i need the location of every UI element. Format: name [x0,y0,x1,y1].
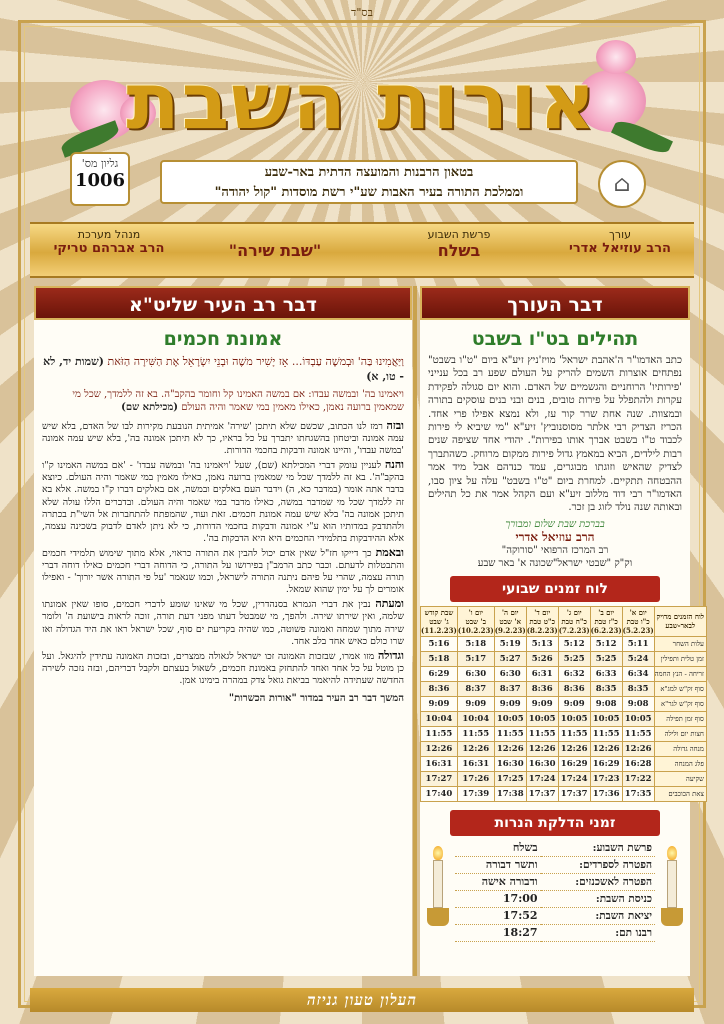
masthead-title: אורות השבת [126,57,598,147]
times-cell: 16:31 [457,756,494,771]
issue-number: 1006 [74,170,126,191]
shabbat-times-label: הפטרה לספרדים: [579,858,652,871]
credit-shabbat-name [200,228,350,260]
times-row [421,786,707,801]
shabbat-times-value: ותשר דבורה [485,858,538,872]
times-cell: 10:05 [622,711,654,726]
times-cell: 11:55 [558,726,590,741]
times-cell: 5:27 [494,651,526,666]
editor-title: תהילים בט"ו בשבט [471,328,639,350]
credit-name: הרב אברהם טריקי [53,241,165,256]
times-cell: 11:55 [526,726,558,741]
times-cell: 5:11 [622,636,654,651]
times-cell: 17:25 [494,771,526,786]
times-cell: 12:26 [421,741,458,756]
credit-role [200,228,350,241]
times-cell: 9:08 [590,696,622,711]
times-cell: 17:36 [590,786,622,801]
times-cell: 5:18 [421,651,458,666]
times-row-label: סוף זק"ש למג"א [654,681,706,696]
signature-blessing: בברכת שבת שלום ומבורך [505,518,605,530]
times-cell: 11:55 [421,726,458,741]
times-cell: 16:29 [590,756,622,771]
editor-signature [420,518,690,570]
times-cell: 17:37 [526,786,558,801]
times-row-label: סוף זק"ש לגר"א [654,696,706,711]
column-divider [413,286,417,976]
times-cell: 10:04 [457,711,494,726]
times-cell: 10:04 [421,711,458,726]
times-cell: 12:26 [494,741,526,756]
shabbat-times-row [455,856,655,873]
shabbat-times-label: הפטרה לאשכנזים: [575,875,652,888]
editor-column [420,286,705,976]
weekly-times-title: לוח זמנים שבועי [450,576,660,602]
times-cell: 5:18 [457,636,494,651]
times-cell: 17:22 [622,771,654,786]
times-cell: 17:38 [494,786,526,801]
credit-editor [560,228,680,256]
times-cell: 6:31 [526,666,558,681]
times-cell: 16:28 [622,756,654,771]
times-cell: 8:35 [590,681,622,696]
times-cell: 10:05 [494,711,526,726]
rav-paragraph: ובאמת כך דייקו חז"ל שאין אדם יכול להבין את התורה כראוי, אלא מתוך שימוש תלמידי חכמים והתבטלות לדעתם. וכבר כתב הרמב"ן בפירושו על התורה, כי הדוחה דברי חכמים כאילו דוחה דברי תורה עצמה, שהרי על פיהם ניתנה התורה לישראל, וכמו שנאמר 'על פי התורה אשר יורוך' - ואפילו אומרים לך על ימין שהוא שמאל. [42,545,404,596]
times-cell: 8:35 [622,681,654,696]
times-cell: 9:09 [457,696,494,711]
times-row-label: חצות יום ולילה [654,726,706,741]
rav-paragraph: ובזה רמז לנו הכתוב, שכשם שלא תיתכן 'שירה' אמיתית הנובעת מקירות לבו של האדם, בלא שיש עמה אמונה וביטחון בהשגחתו יתברך על כל בראיו, כך לא תיתכן אמונה בה', בלא שיש עמה אמונה 'במשה עבדו', והיינו אמונה ודבקות בחכמי הדורות. [42,419,404,457]
signature-line-3: וק"ק "שבטי ישראל"שכונה א' באר שבע [477,557,633,569]
times-cell: 8:36 [526,681,558,696]
times-cell: 16:31 [421,756,458,771]
times-cell: 11:55 [457,726,494,741]
times-row [421,666,707,681]
times-cell: 5:19 [494,636,526,651]
times-cell: 12:26 [457,741,494,756]
times-cell: 9:08 [622,696,654,711]
times-row-label: פלג המנחה [654,756,706,771]
shabbat-times-row [455,890,655,907]
times-cell: 5:12 [558,636,590,651]
times-cell: 10:05 [590,711,622,726]
credit-name: בשלח [437,241,481,260]
times-cell: 5:17 [457,651,494,666]
times-cell: 16:29 [558,756,590,771]
times-cell: 10:05 [558,711,590,726]
times-day-header: יום ד' כ"ט טבת (8.2.23) [526,607,558,635]
quote-source: (מכילתא שם) [121,402,179,413]
credit-name: "שבת שירה" [228,241,322,260]
editor-text: כתב האדמו"ר ה'אהבת ישראל' מויז'ניץ זיע"א ביום "ט"ו בשבט" נפתחים אוצרות השמים להריק על העולם שפע רב בכל ענייני 'פירותיו' הרוחניים והגשמיים של האדם. והוא יום סגולה לפקידת עקרות ולהתפלל על פירות טובים, בנים ובני בנים עוסקים בתורה ובמצוות. שנה אחת שרר קור עז, ולא נמצא אפילו פרי אחד. הכריז הצדיק רבי אלתר מסוסנוביץ' זיע"א "מי שיביא לי פירות לכבוד ט"ו בשבט אברך אותו בפירות". יהודי אחד שציפה שנים רבות לילדים, הביא במאמץ גדול פירות ממקום מרוחק. כשהתברך לצדיק שהאיש וזוגתו מבוגרים, עמד כנדהם אבל מיד אמר ההבטחה תתקיים. למחרת ביום "ט"ו בשבט" עלה על ציון סבו, האדמו"ר רבי דוד מללוב זיע"א ועם הקהל אמר את כל תהילים ובאותה שנה נולד לזוג בן זכר. [428,355,682,514]
times-cell: 5:24 [622,651,654,666]
times-row-label: צאת הכוכבים [654,786,706,801]
times-cell: 6:30 [494,666,526,681]
rav-continue-note: המשך דבר רב העיר במדור "אורות הכשרות" [228,692,404,704]
verse-text: וַיַּאֲמִינוּ בַּה' וּבְמשֶׁה עַבְדּוֹ... אָז יָשִׁיר משֶׁה וּבְנֵי יִשְׂרָאֵל אֶת הַשִּׁירָה הַזֹּאת [107,355,404,368]
times-row-label: שקיעה [654,771,706,786]
candle-icon [431,846,445,932]
rav-header: דבר רב העיר שליט"א [34,286,412,320]
credit-role: פרשת השבוע [427,228,491,241]
times-day-header: יום ו' ב' שבט (10.2.23) [457,607,494,635]
rav-quote [34,384,412,418]
times-cell: 17:37 [558,786,590,801]
shabbat-times-value: בשלח [512,841,538,855]
times-cell: 6:30 [457,666,494,681]
times-cell: 6:29 [421,666,458,681]
times-cell: 12:26 [526,741,558,756]
times-cell: 12:26 [622,741,654,756]
times-cell: 17:40 [421,786,458,801]
times-cell: 5:25 [590,651,622,666]
shabbat-times-value: 17:00 [502,892,538,906]
shabbat-times-value: 18:27 [502,926,538,940]
top-tag: בס"ד [351,6,373,19]
times-row-label: עלות השחר [654,636,706,651]
shabbat-times-row [455,873,655,890]
times-cell: 5:25 [558,651,590,666]
verse-source: (שמות יד, לא - טו, א) [43,355,404,383]
shabbat-times-label: רבנו תם: [615,926,652,939]
times-cell: 6:32 [558,666,590,681]
times-cell: 10:05 [526,711,558,726]
shabbat-times-label: פרשת השבוע: [592,841,652,854]
times-day-header: יום א' כ"ו טבת (5.2.23) [622,607,654,635]
times-cell: 5:26 [526,651,558,666]
times-row-label: זריחה - הנץ החמה [654,666,706,681]
shabbat-times-row [455,840,655,857]
credit-role: מנהל מערכת [77,228,141,241]
footer-banner: העלון טעון גניזה [30,988,694,1012]
times-day-header: יום ב' כ"ז טבת (6.2.23) [590,607,622,635]
times-cell: 16:30 [526,756,558,771]
times-row [421,756,707,771]
times-cell: 16:30 [494,756,526,771]
subtitle-line-2: וממלכת התורה בעיר האבות שע"י רשת מוסדות "קול יהודה" [214,185,524,200]
credit-role: עורך [609,228,631,241]
times-cell: 8:37 [457,681,494,696]
quote-text: ויאמינו בה' ובמשה עבדו: אם במשה האמינו קל וחומר בהקב"ה. בא זה ללמדך, שכל מי שמאמין ברועה נאמן, כאילו מאמין במי שאמר והיה העולם [72,389,404,413]
subtitle-line-1: בטאון הרבנות והמועצה הדתית באר-שבע [264,165,474,180]
times-day-header: שבת קודש ג' שבט (11.2.23) [421,607,457,635]
times-row [421,651,707,666]
shabbat-times-value: 17:52 [502,909,538,923]
times-cell: 6:33 [590,666,622,681]
shabbat-times-label: יציאת השבת: [595,909,652,922]
credit-parasha [384,228,534,260]
times-cell: 9:09 [526,696,558,711]
shabbat-times-row [455,907,655,924]
rav-paragraph: ומעתה נבין את דברי הגמרא בסנהדרין, שכל מי שאינו שומע לדברי חכמים, סופו שאין אמונתו שלמה, ואין שירתו שירה. ולהפך, מי שמבטל דעתו מפני דעת תורה, זוכה לראות בישועת ה' ולומר שירה מתוך שמחה ואמונה פשוטה, כמו שהיה בקריעת ים סוף, שכל ישראל ראו את היד הגדולה ואז שרו כולם כאיש אחד בלב אחד. [42,597,404,647]
credit-manager [44,228,174,256]
times-cell: 5:16 [421,636,458,651]
candle-icon [665,846,679,932]
rav-column [34,286,412,976]
times-cell: 17:23 [590,771,622,786]
signature-name: הרב עוזיאל אדרי [515,529,595,544]
times-corner: לוח הזמנים מדויק לבאר-שבע [654,606,706,636]
times-cell: 11:55 [494,726,526,741]
times-row [421,696,707,711]
times-cell: 17:24 [558,771,590,786]
shabbat-times-row [455,924,655,941]
times-cell: 17:35 [622,786,654,801]
times-row [421,681,707,696]
times-cell: 5:13 [526,636,558,651]
times-cell: 17:24 [526,771,558,786]
weekly-times-table [420,606,707,802]
times-cell: 17:39 [457,786,494,801]
times-row [421,711,707,726]
shabbat-times-label: כניסת השבת: [595,892,652,905]
rav-body [34,418,412,691]
times-cell: 6:34 [622,666,654,681]
times-cell: 12:26 [590,741,622,756]
times-row [421,726,707,741]
times-cell: 12:26 [558,741,590,756]
subtitle-box [160,160,578,204]
candle-box [427,840,683,950]
times-row [421,636,707,651]
times-cell: 9:09 [558,696,590,711]
times-row-label: זמן טלית ותפילין [654,651,706,666]
times-cell: 11:55 [622,726,654,741]
credit-name: הרב עוזיאל אדרי [569,241,671,256]
signature-line-2: רב המרכז הרפואי "סורוקה" [501,544,609,556]
times-cell: 8:36 [421,681,458,696]
times-cell: 11:55 [590,726,622,741]
times-row [421,771,707,786]
times-cell: 8:36 [558,681,590,696]
times-row-label: מנחה גדולה [654,741,706,756]
times-day-header: יום ג' כ"ח טבת (7.2.23) [558,607,590,635]
editor-header: דבר העורך [420,286,690,320]
times-cell: 17:26 [457,771,494,786]
times-row [421,741,707,756]
times-day-header: יום ה' א' שבט (9.2.23) [494,607,526,635]
times-row-label: סוף זמן תפילה [654,711,706,726]
times-cell: 17:27 [421,771,458,786]
candle-times-title: זמני הדלקת הנרות [450,810,660,836]
times-cell: 9:09 [494,696,526,711]
rav-title: אמונת חכמים [163,328,283,350]
rav-paragraph: והנה לעניין עומק דברי המכילתא (שם), שעל 'ויאמינו בה' ובמשה עבדו' - 'אם במשה האמינו ק"ו בהקב"ה'. בא זה ללמדך שכל מי שמאמין ברועה נאמן, כאילו מאמין במי שאמר והיה העולם. כיוצא בדבר אתה אומר (במדבר כא, ה) וידבר העם באלקים ובמשה, אם באלקים דברו ק"ו במשה. אלא בא זה ללמדך שכל מי שמדבר במשה, כאילו מדבר במי שאמר והיה העולם. ובדברים הללו עולה שלא תיתכן אמונה בה' בלא שיש עמה אמונת חכמים. זאת ועוד, שהמפתח להתחברות אל השי"ת בכתרה ולהתדבק במדותיו הוא ע"י אמונה ודבקות בחכמי הדורות, כי לא ניתן לאדם לדבוק בשכינה עצמה, אלא ההידבקות בתלמידי החכמים היא היא הדבקות בה'. [42,458,404,544]
times-cell: 8:37 [494,681,526,696]
issue-label: גליון מס' [81,157,119,170]
institution-logo-icon: ⌂ [598,160,646,208]
rav-paragraph: וגדולה מזו אמרו, שבזכות האמונה זכו ישראל לגאולה ממצרים, ובזכות האמונה עתידין להיגאל. ועל כן מוטל על כל אחד ואחד להתחזק באמונת חכמים, לשאול בעצתם ולקבל דבריהם, ובזה נזכה לשירה החדשה שעתידה להיאמר בביאת גואל צדק במהרה בימינו אמן. [42,648,404,686]
times-cell: 9:09 [421,696,458,711]
shabbat-times-value: ודבורה אישה [481,875,538,889]
issue-box [70,152,130,206]
rav-verse [34,354,412,384]
shabbat-times-table [455,840,655,942]
times-cell: 5:12 [590,636,622,651]
